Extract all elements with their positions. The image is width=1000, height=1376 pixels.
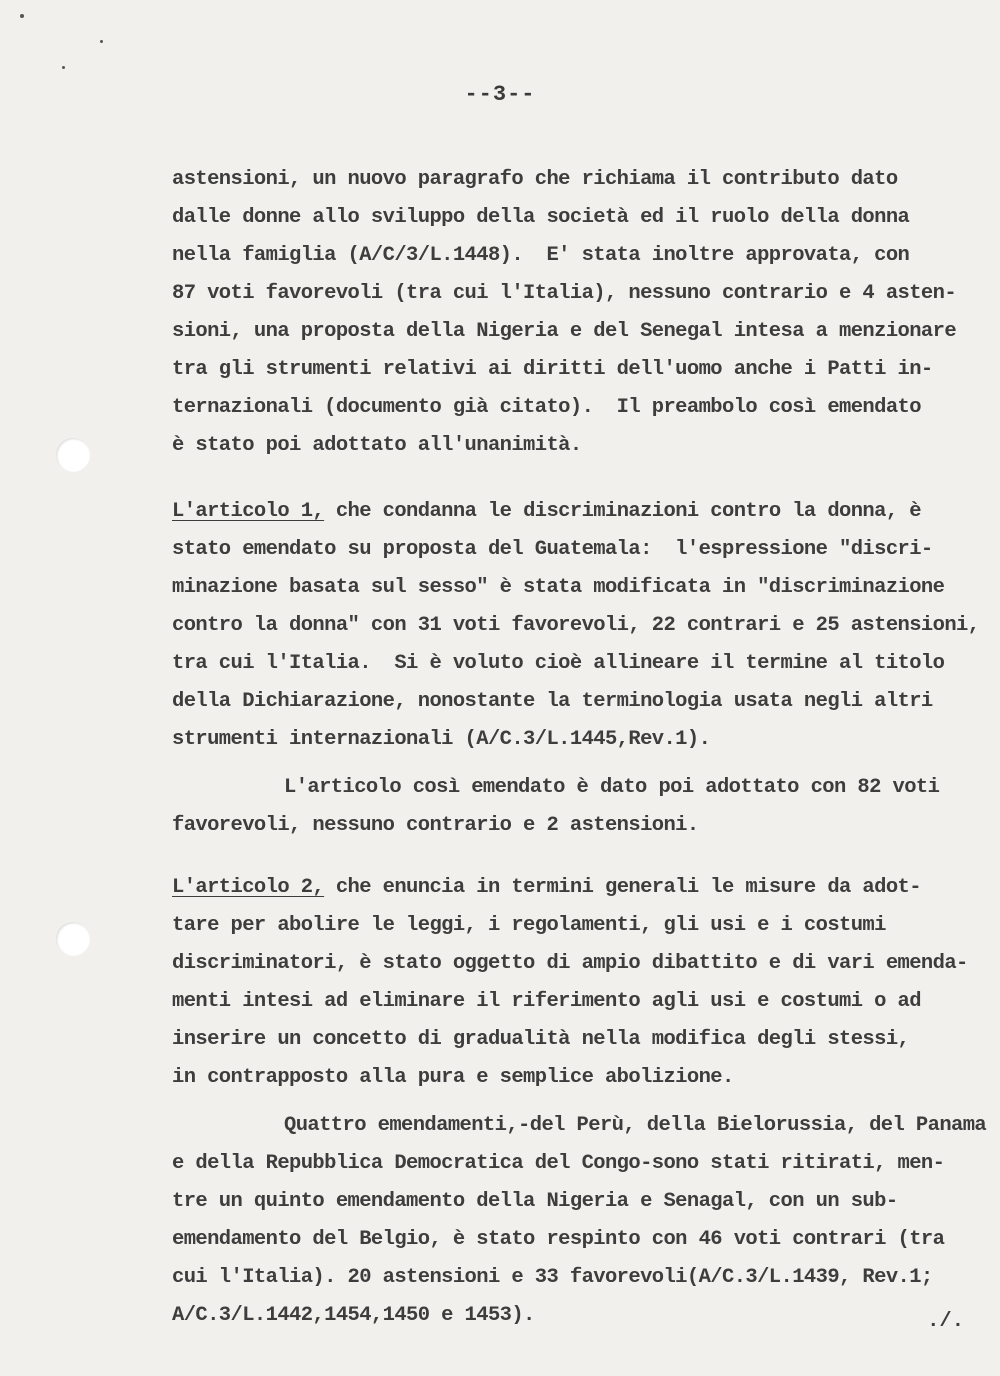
text-line: dalle donne allo sviluppo della società ed il ruolo della donna bbox=[172, 206, 910, 229]
text-line: ternazionali (documento già citato). Il preambolo così emendato bbox=[172, 396, 921, 419]
paper-speck bbox=[20, 14, 24, 18]
text-line: in contrapposto alla pura e semplice abolizione. bbox=[172, 1066, 734, 1089]
text-line bbox=[172, 876, 921, 899]
text-line: contro la donna" con 31 voti favorevoli, 22 contrari e 25 astensioni, bbox=[172, 614, 980, 637]
text-line: strumenti internazionali (A/C.3/L.1445,Rev.1). bbox=[172, 728, 711, 751]
text-line: favorevoli, nessuno contrario e 2 astensioni. bbox=[172, 814, 699, 837]
text-line bbox=[172, 500, 921, 523]
text-fragment: che condanna le discriminazioni contro la donna, è bbox=[324, 500, 921, 523]
text-line: 87 voti favorevoli (tra cui l'Italia), nessuno contrario e 4 asten- bbox=[172, 282, 957, 305]
text-line: cui l'Italia). 20 astensioni e 33 favorevoli(A/C.3/L.1439, Rev.1; bbox=[172, 1266, 933, 1289]
punch-hole bbox=[56, 922, 90, 956]
text-line: della Dichiarazione, nonostante la terminologia usata negli altri bbox=[172, 690, 933, 713]
text-line: tare per abolire le leggi, i regolamenti, gli usi e i costumi bbox=[172, 914, 886, 937]
text-line: discriminatori, è stato oggetto di ampio dibattito e di vari emenda- bbox=[172, 952, 968, 975]
text-line: minazione basata sul sesso" è stata modificata in "discriminazione bbox=[172, 576, 945, 599]
article-heading: L'articolo 2, bbox=[172, 876, 325, 899]
body-text bbox=[172, 0, 987, 1327]
text-line: inserire un concetto di gradualità nella modifica degli stessi, bbox=[172, 1028, 910, 1051]
text-line: A/C.3/L.1442,1454,1450 e 1453). bbox=[172, 1304, 535, 1327]
punch-hole bbox=[56, 438, 90, 472]
text-line: tre un quinto emendamento della Nigeria e Senagal, con un sub- bbox=[172, 1190, 898, 1213]
text-line: emendamento del Belgio, è stato respinto con 46 voti contrari (tra bbox=[172, 1228, 945, 1251]
article-heading: L'articolo 1, bbox=[172, 500, 325, 523]
text-line: sioni, una proposta della Nigeria e del Senegal intesa a menzionare bbox=[172, 320, 957, 343]
paper-speck bbox=[62, 66, 65, 69]
text-line: L'articolo così emendato è dato poi adottato con 82 voti bbox=[284, 776, 940, 799]
text-line: astensioni, un nuovo paragrafo che richiama il contributo dato bbox=[172, 168, 898, 191]
text-line: tra cui l'Italia. Si è voluto cioè allineare il termine al titolo bbox=[172, 652, 945, 675]
text-line: nella famiglia (A/C/3/L.1448). E' stata inoltre approvata, con bbox=[172, 244, 910, 267]
text-line: stato emendato su proposta del Guatemala: l'espressione "discri- bbox=[172, 538, 933, 561]
text-line: menti intesi ad eliminare il riferimento agli usi e costumi o ad bbox=[172, 990, 921, 1013]
text-line: è stato poi adottato all'unanimità. bbox=[172, 434, 582, 457]
text-fragment: che enuncia in termini generali le misure da adot- bbox=[324, 876, 921, 899]
text-line: e della Repubblica Democratica del Congo-sono stati ritirati, men- bbox=[172, 1152, 945, 1175]
paper-speck bbox=[100, 40, 103, 43]
continuation-mark: ./. bbox=[927, 1310, 964, 1333]
text-line: Quattro emendamenti,-del Perù, della Bielorussia, del Panama bbox=[284, 1114, 987, 1137]
text-line: tra gli strumenti relativi ai diritti dell'uomo anche i Patti in- bbox=[172, 358, 933, 381]
page-number: --3-- bbox=[464, 82, 536, 107]
